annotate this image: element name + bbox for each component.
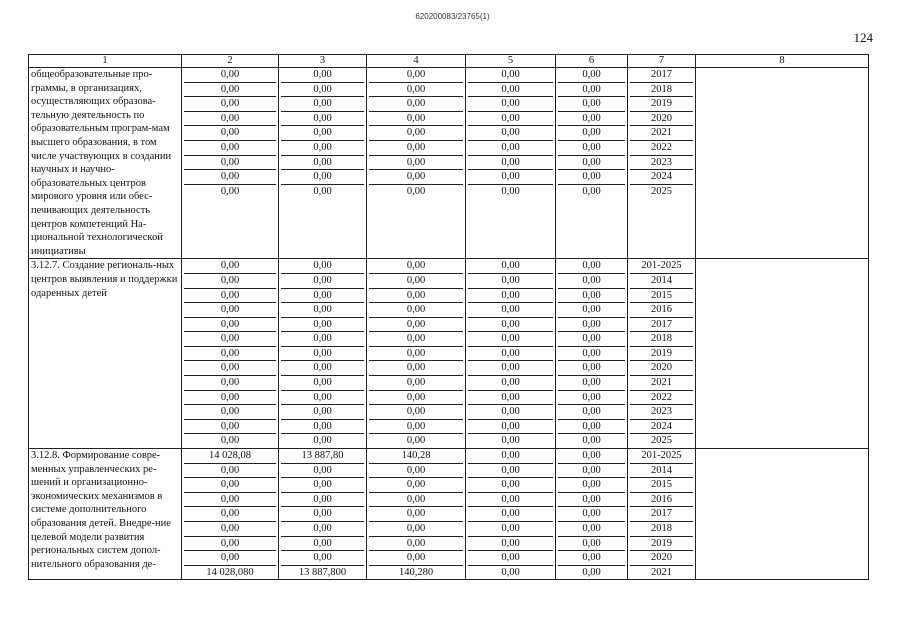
amount-value: 0,00 [369, 259, 463, 274]
amount-value: 0,00 [281, 464, 364, 479]
amount-value: 0,00 [558, 478, 625, 493]
amount-value: 0,00 [468, 551, 553, 566]
amount-value: 0,00 [184, 478, 276, 493]
amount-value: 0,00 [558, 347, 625, 362]
amount-value: 0,00 [468, 405, 553, 420]
amount-value: 0,00 [313, 185, 332, 197]
year-column-cell [628, 259, 696, 449]
amount-value: 0,00 [406, 185, 426, 197]
amount-value: 0,00 [558, 170, 625, 185]
amount-value: 0,00 [281, 289, 364, 304]
amount-value: 0,00 [369, 478, 463, 493]
amount-value: 0,00 [184, 464, 276, 479]
year-value: 201-2025 [630, 449, 693, 464]
amount-value: 0,00 [184, 156, 276, 171]
amount-value: 0,00 [468, 493, 553, 508]
year-value: 2018 [630, 83, 693, 98]
year-value: 2020 [630, 361, 693, 376]
amount-value: 0,00 [468, 478, 553, 493]
amount-value: 13 887,80 [281, 449, 364, 464]
amount-value: 0,00 [468, 141, 553, 156]
amount-value: 140,280 [398, 566, 434, 578]
amount-value: 0,00 [369, 347, 463, 362]
amount-value: 0,00 [184, 141, 276, 156]
amount-value: 0,00 [281, 405, 364, 420]
year-value: 2017 [630, 68, 693, 83]
amount-value: 0,00 [468, 83, 553, 98]
year-value: 2019 [630, 537, 693, 552]
amount-value: 0,00 [281, 68, 364, 83]
year-column-cell [628, 68, 696, 259]
row-description: общеобразовательные про-граммы, в организациях, осуществляющих образова-тельную деятельность по образовательным програм-мам высшего образования, в том числе участвующих в создании научных и научно-образовательных центров мирового уровня или обес-печивающих деятельность центров компетенций На-циональной технологической инициативы [29, 68, 182, 259]
amount-value: 14 028,08 [184, 449, 276, 464]
amount-value: 0,00 [184, 405, 276, 420]
row-description: 3.12.7. Создание региональ-ных центров выявления и поддержки одаренных детей [29, 259, 182, 449]
header-col-3: 3 [279, 55, 367, 68]
table-row-group [29, 68, 869, 259]
amount-value: 0,00 [281, 347, 364, 362]
year-value: 2019 [630, 347, 693, 362]
amount-value: 0,00 [220, 185, 240, 197]
amount-value: 0,00 [220, 435, 240, 447]
empty-column-8-cell [696, 259, 869, 449]
amount-value: 0,00 [558, 126, 625, 141]
year-value: 2024 [630, 170, 693, 185]
year-value: 2025 [651, 185, 672, 197]
amount-value: 0,00 [369, 170, 463, 185]
value-column-cell [182, 68, 279, 259]
amount-value: 0,00 [501, 566, 520, 578]
amount-value: 0,00 [281, 420, 364, 435]
amount-value: 0,00 [558, 141, 625, 156]
amount-value: 0,00 [369, 289, 463, 304]
amount-value: 0,00 [281, 259, 364, 274]
amount-value: 0,00 [281, 170, 364, 185]
year-value: 2017 [630, 507, 693, 522]
amount-value: 0,00 [369, 68, 463, 83]
amount-value: 0,00 [468, 274, 553, 289]
amount-value: 0,00 [184, 68, 276, 83]
amount-value: 0,00 [558, 522, 625, 537]
amount-value: 0,00 [369, 405, 463, 420]
amount-value: 0,00 [369, 97, 463, 112]
amount-value: 0,00 [468, 464, 553, 479]
amount-value: 0,00 [184, 507, 276, 522]
amount-value: 0,00 [184, 318, 276, 333]
amount-value: 0,00 [558, 68, 625, 83]
year-value: 2016 [630, 493, 693, 508]
amount-value: 0,00 [468, 318, 553, 333]
amount-value: 0,00 [369, 507, 463, 522]
amount-value: 0,00 [501, 185, 520, 197]
amount-value: 0,00 [184, 274, 276, 289]
amount-value: 0,00 [558, 259, 625, 274]
value-column-cell [279, 259, 367, 449]
amount-value: 0,00 [369, 303, 463, 318]
amount-value: 0,00 [281, 522, 364, 537]
amount-value: 0,00 [582, 435, 601, 447]
value-column-cell [367, 68, 466, 259]
amount-value: 0,00 [468, 361, 553, 376]
amount-value: 0,00 [369, 126, 463, 141]
amount-value: 0,00 [468, 449, 553, 464]
year-value: 2020 [630, 551, 693, 566]
amount-value: 0,00 [281, 376, 364, 391]
amount-value: 0,00 [558, 156, 625, 171]
amount-value: 0,00 [558, 274, 625, 289]
year-value: 2022 [630, 141, 693, 156]
amount-value: 13 887,800 [298, 566, 347, 578]
amount-value: 0,00 [369, 274, 463, 289]
value-column-cell [556, 68, 628, 259]
amount-value: 0,00 [369, 522, 463, 537]
page-number: 124 [853, 30, 873, 45]
year-value: 2021 [630, 126, 693, 141]
amount-value: 0,00 [582, 566, 601, 578]
amount-value: 0,00 [281, 303, 364, 318]
amount-value: 0,00 [468, 522, 553, 537]
amount-value: 0,00 [369, 361, 463, 376]
header-row [29, 55, 869, 68]
amount-value: 0,00 [281, 318, 364, 333]
header-col-4: 4 [367, 55, 466, 68]
amount-value: 0,00 [184, 537, 276, 552]
amount-value: 0,00 [184, 303, 276, 318]
year-value: 2021 [651, 566, 672, 578]
amount-value: 0,00 [281, 83, 364, 98]
amount-value: 0,00 [369, 318, 463, 333]
amount-value: 0,00 [281, 391, 364, 406]
year-value: 2019 [630, 97, 693, 112]
amount-value: 0,00 [558, 83, 625, 98]
amount-value: 0,00 [369, 493, 463, 508]
amount-value: 0,00 [468, 376, 553, 391]
amount-value: 0,00 [281, 478, 364, 493]
amount-value: 0,00 [184, 289, 276, 304]
amount-value: 0,00 [281, 141, 364, 156]
year-value: 2015 [630, 289, 693, 304]
amount-value: 0,00 [369, 551, 463, 566]
year-value: 2018 [630, 522, 693, 537]
amount-value: 0,00 [558, 303, 625, 318]
value-column-cell [466, 68, 556, 259]
amount-value: 0,00 [281, 97, 364, 112]
document-code: 620200083/23765(1) [415, 12, 490, 21]
empty-column-8-cell [696, 449, 869, 580]
amount-value: 0,00 [184, 83, 276, 98]
amount-value: 0,00 [468, 289, 553, 304]
amount-value: 0,00 [184, 493, 276, 508]
year-value: 2014 [630, 274, 693, 289]
amount-value: 0,00 [468, 507, 553, 522]
header-col-2: 2 [182, 55, 279, 68]
year-value: 2015 [630, 478, 693, 493]
value-column-cell [367, 449, 466, 580]
row-description: 3.12.8. Формирование совре-менных управленческих ре-шений и организационно-экономических механизмов в системе дополнительного образования детей. Внедре-ние целевой модели развития региональных систем допол-нительного образования де- [29, 449, 182, 580]
amount-value: 0,00 [184, 112, 276, 127]
amount-value: 0,00 [184, 97, 276, 112]
value-column-cell [367, 259, 466, 449]
value-column-cell [556, 259, 628, 449]
amount-value: 0,00 [558, 376, 625, 391]
amount-value: 0,00 [468, 126, 553, 141]
header-col-6: 6 [556, 55, 628, 68]
amount-value: 0,00 [184, 522, 276, 537]
amount-value: 0,00 [184, 347, 276, 362]
amount-value: 0,00 [558, 332, 625, 347]
amount-value: 0,00 [281, 112, 364, 127]
amount-value: 0,00 [281, 361, 364, 376]
amount-value: 0,00 [369, 376, 463, 391]
amount-value: 0,00 [369, 156, 463, 171]
amount-value: 0,00 [281, 493, 364, 508]
amount-value: 0,00 [468, 420, 553, 435]
amount-value: 0,00 [558, 405, 625, 420]
header-col-5: 5 [466, 55, 556, 68]
year-value: 2023 [630, 156, 693, 171]
amount-value: 0,00 [558, 493, 625, 508]
amount-value: 0,00 [468, 156, 553, 171]
amount-value: 0,00 [184, 420, 276, 435]
amount-value: 0,00 [468, 347, 553, 362]
amount-value: 0,00 [281, 332, 364, 347]
header-col-1: 1 [29, 55, 182, 68]
amount-value: 0,00 [558, 507, 625, 522]
amount-value: 0,00 [558, 97, 625, 112]
amount-value: 0,00 [468, 391, 553, 406]
amount-value: 0,00 [501, 435, 520, 447]
amount-value: 0,00 [558, 551, 625, 566]
amount-value: 0,00 [281, 274, 364, 289]
amount-value: 0,00 [369, 332, 463, 347]
amount-value: 0,00 [369, 464, 463, 479]
year-value: 201-2025 [630, 259, 693, 274]
amount-value: 0,00 [468, 170, 553, 185]
amount-value: 0,00 [468, 259, 553, 274]
table-row-group [29, 259, 869, 449]
amount-value: 0,00 [369, 83, 463, 98]
amount-value: 0,00 [558, 449, 625, 464]
amount-value: 0,00 [558, 537, 625, 552]
amount-value: 0,00 [281, 507, 364, 522]
amount-value: 0,00 [468, 112, 553, 127]
amount-value: 0,00 [369, 112, 463, 127]
amount-value: 0,00 [184, 551, 276, 566]
year-value: 2018 [630, 332, 693, 347]
header-col-7: 7 [628, 55, 696, 68]
amount-value: 0,00 [558, 112, 625, 127]
value-column-cell [279, 68, 367, 259]
value-column-cell [466, 449, 556, 580]
amount-value: 0,00 [468, 303, 553, 318]
amount-value: 0,00 [558, 464, 625, 479]
amount-value: 0,00 [184, 259, 276, 274]
amount-value: 0,00 [313, 435, 332, 447]
amount-value: 0,00 [582, 185, 601, 197]
year-value: 2024 [630, 420, 693, 435]
value-column-cell [466, 259, 556, 449]
amount-value: 0,00 [406, 435, 426, 447]
year-value: 2021 [630, 376, 693, 391]
amount-value: 0,00 [468, 332, 553, 347]
value-column-cell [182, 449, 279, 580]
amount-value: 0,00 [281, 156, 364, 171]
amount-value: 0,00 [558, 391, 625, 406]
year-value: 2020 [630, 112, 693, 127]
year-value: 2023 [630, 405, 693, 420]
value-column-cell [279, 449, 367, 580]
amount-value: 0,00 [184, 126, 276, 141]
amount-value: 0,00 [468, 97, 553, 112]
amount-value: 0,00 [281, 537, 364, 552]
value-column-cell [182, 259, 279, 449]
year-value: 2017 [630, 318, 693, 333]
year-value: 2025 [651, 435, 672, 447]
table-body [29, 68, 869, 580]
amount-value: 0,00 [369, 391, 463, 406]
budget-table [28, 54, 869, 580]
amount-value: 0,00 [369, 420, 463, 435]
year-column-cell [628, 449, 696, 580]
amount-value: 0,00 [468, 537, 553, 552]
table-row-group [29, 449, 869, 580]
year-value: 2022 [630, 391, 693, 406]
amount-value: 0,00 [184, 332, 276, 347]
value-column-cell [556, 449, 628, 580]
amount-value: 0,00 [369, 141, 463, 156]
amount-value: 14 028,080 [206, 566, 254, 578]
year-value: 2014 [630, 464, 693, 479]
amount-value: 0,00 [281, 551, 364, 566]
amount-value: 0,00 [184, 361, 276, 376]
amount-value: 0,00 [369, 537, 463, 552]
empty-column-8-cell [696, 68, 869, 259]
amount-value: 0,00 [468, 68, 553, 83]
amount-value: 140,28 [369, 449, 463, 464]
amount-value: 0,00 [558, 289, 625, 304]
amount-value: 0,00 [281, 126, 364, 141]
year-value: 2016 [630, 303, 693, 318]
amount-value: 0,00 [558, 420, 625, 435]
header-col-8: 8 [696, 55, 869, 68]
amount-value: 0,00 [184, 391, 276, 406]
amount-value: 0,00 [184, 376, 276, 391]
amount-value: 0,00 [558, 361, 625, 376]
amount-value: 0,00 [558, 318, 625, 333]
amount-value: 0,00 [184, 170, 276, 185]
